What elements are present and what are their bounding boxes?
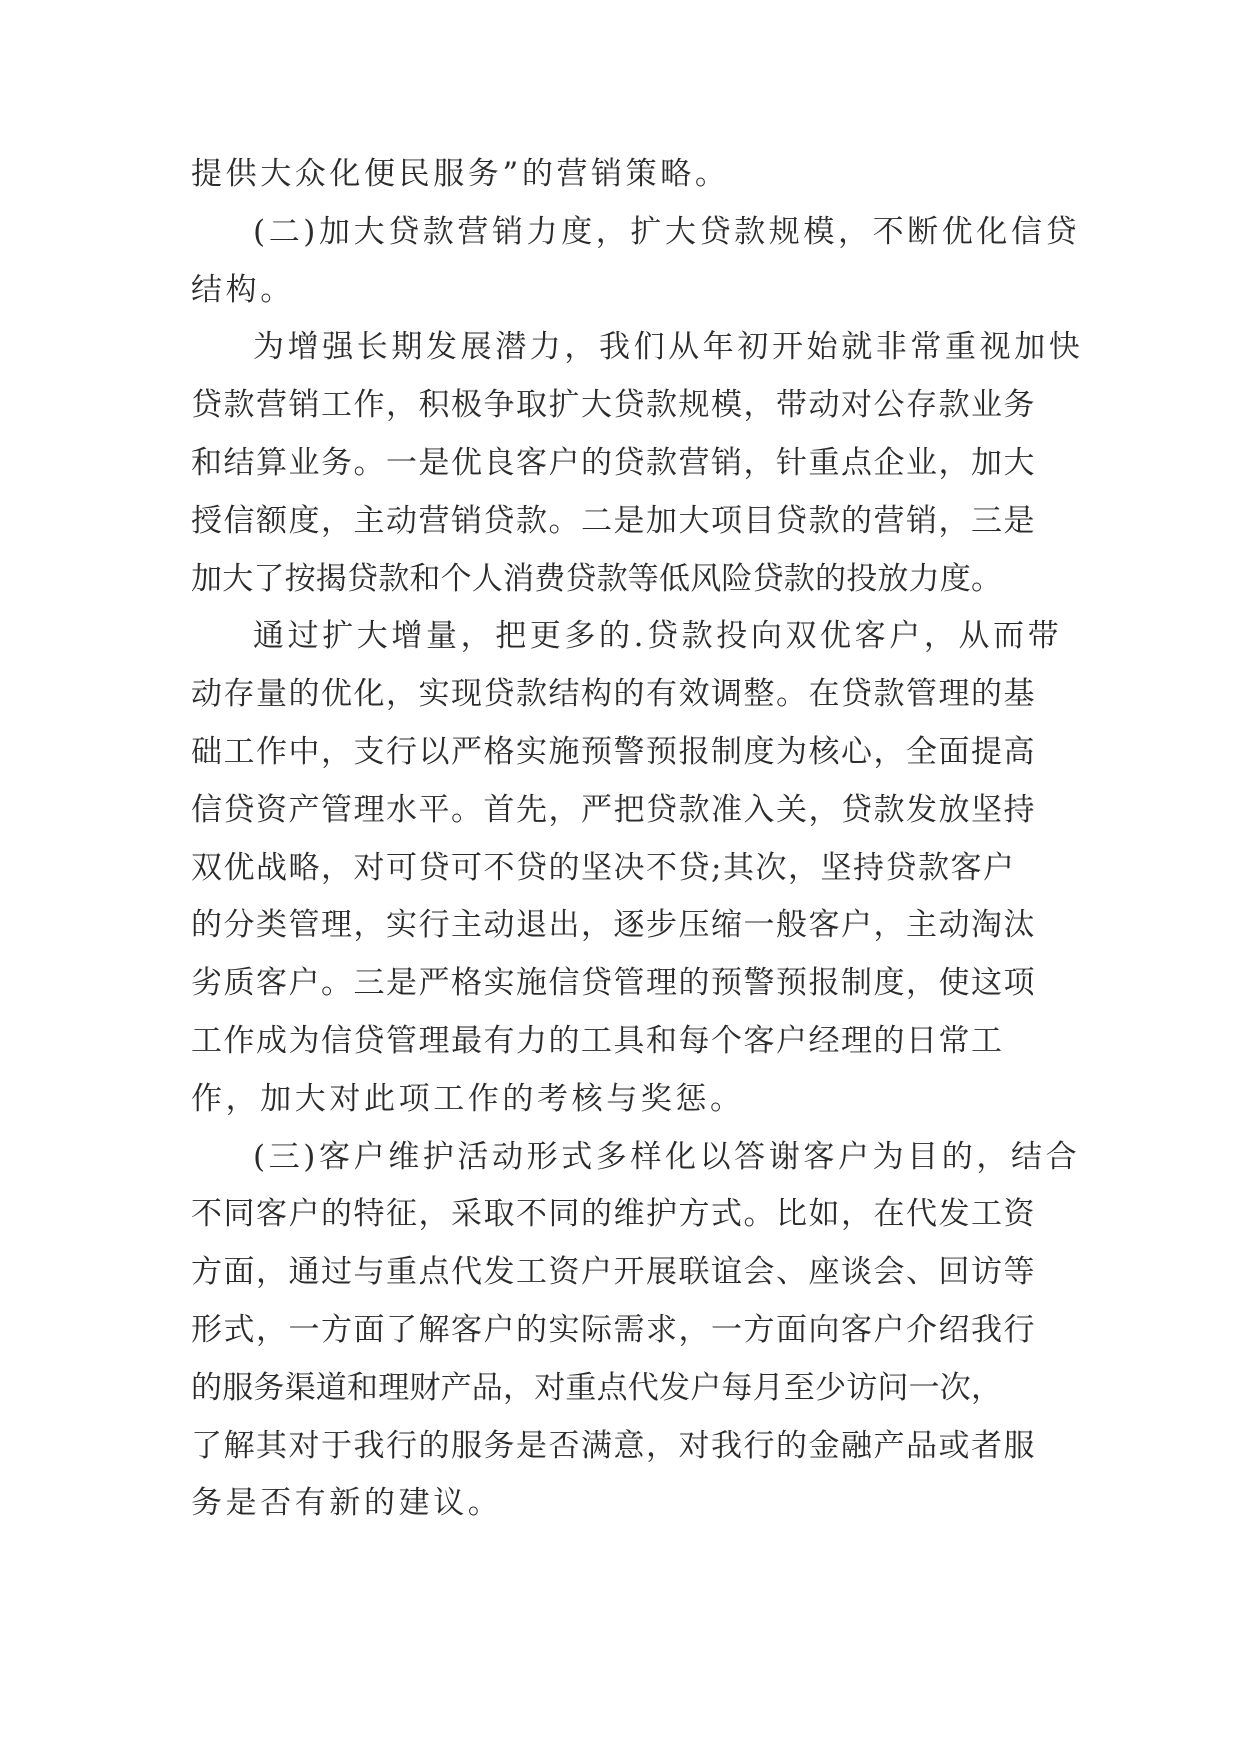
document-body <box>191 156 1091 1543</box>
text-line: 了解其对于我行的服务是否满意，对我行的金融产品或者服 <box>191 1427 1036 1464</box>
text-line: 工作成为信贷管理最有力的工具和每个客户经理的日常工 <box>191 1022 1004 1059</box>
text-line: 础工作中，支行以严格实施预警预报制度为核心，全面提高 <box>191 733 1036 770</box>
text-line: 劣质客户。三是严格实施信贷管理的预警预报制度，使这项 <box>191 965 1036 1002</box>
text-line: 授信额度，主动营销贷款。二是加大项目贷款的营销，三是 <box>191 502 1036 539</box>
text-line: 的分类管理，实行主动退出，逐步压缩一般客户，主动淘汰 <box>191 907 1036 944</box>
text-line: 信贷资产管理水平。首先，严把贷款准入关，贷款发放坚持 <box>191 791 1036 828</box>
paragraph-first-line: 通过扩大增量，把更多的.贷款投向双优客户，从而带 <box>253 618 1063 655</box>
section-heading: (二)加大贷款营销力度，扩大贷款规模，不断优化信贷 <box>253 213 1081 250</box>
text-line: 提供大众化便民服务”的营销策略。 <box>191 156 730 192</box>
text-line: 加大了按揭贷款和个人消费贷款等低风险贷款的投放力度。 <box>191 560 1003 597</box>
text-line: 作，加大对此项工作的考核与奖惩。 <box>191 1080 745 1117</box>
text-line: 双优战略，对可贷可不贷的坚决不贷;其次，坚持贷款客户 <box>191 849 1016 886</box>
text-line: 的服务渠道和理财产品，对重点代发户每月至少访问一次， <box>191 1369 1003 1406</box>
text-line: 形式，一方面了解客户的实际需求，一方面向客户介绍我行 <box>191 1311 1036 1348</box>
text-line: 动存量的优化，实现贷款结构的有效调整。在贷款管理的基 <box>191 676 1036 713</box>
paragraph-first-line: 为增强长期发展潜力，我们从年初开始就非常重视加快 <box>253 329 1084 366</box>
section-heading-continuation: 结构。 <box>191 271 295 308</box>
text-line: 不同客户的特征，采取不同的维护方式。比如，在代发工资 <box>191 1196 1036 1233</box>
text-line: 务是否有新的建议。 <box>191 1485 503 1522</box>
text-line: 和结算业务。一是优良客户的贷款营销，针重点企业，加大 <box>191 444 1036 481</box>
text-line: 方面，通过与重点代发工资户开展联谊会、座谈会、回访等 <box>191 1254 1036 1291</box>
section-heading: (三)客户维护活动形式多样化以答谢客户为目的，结合 <box>253 1138 1081 1175</box>
text-line: 贷款营销工作，积极争取扩大贷款规模，带动对公存款业务 <box>191 387 1036 424</box>
